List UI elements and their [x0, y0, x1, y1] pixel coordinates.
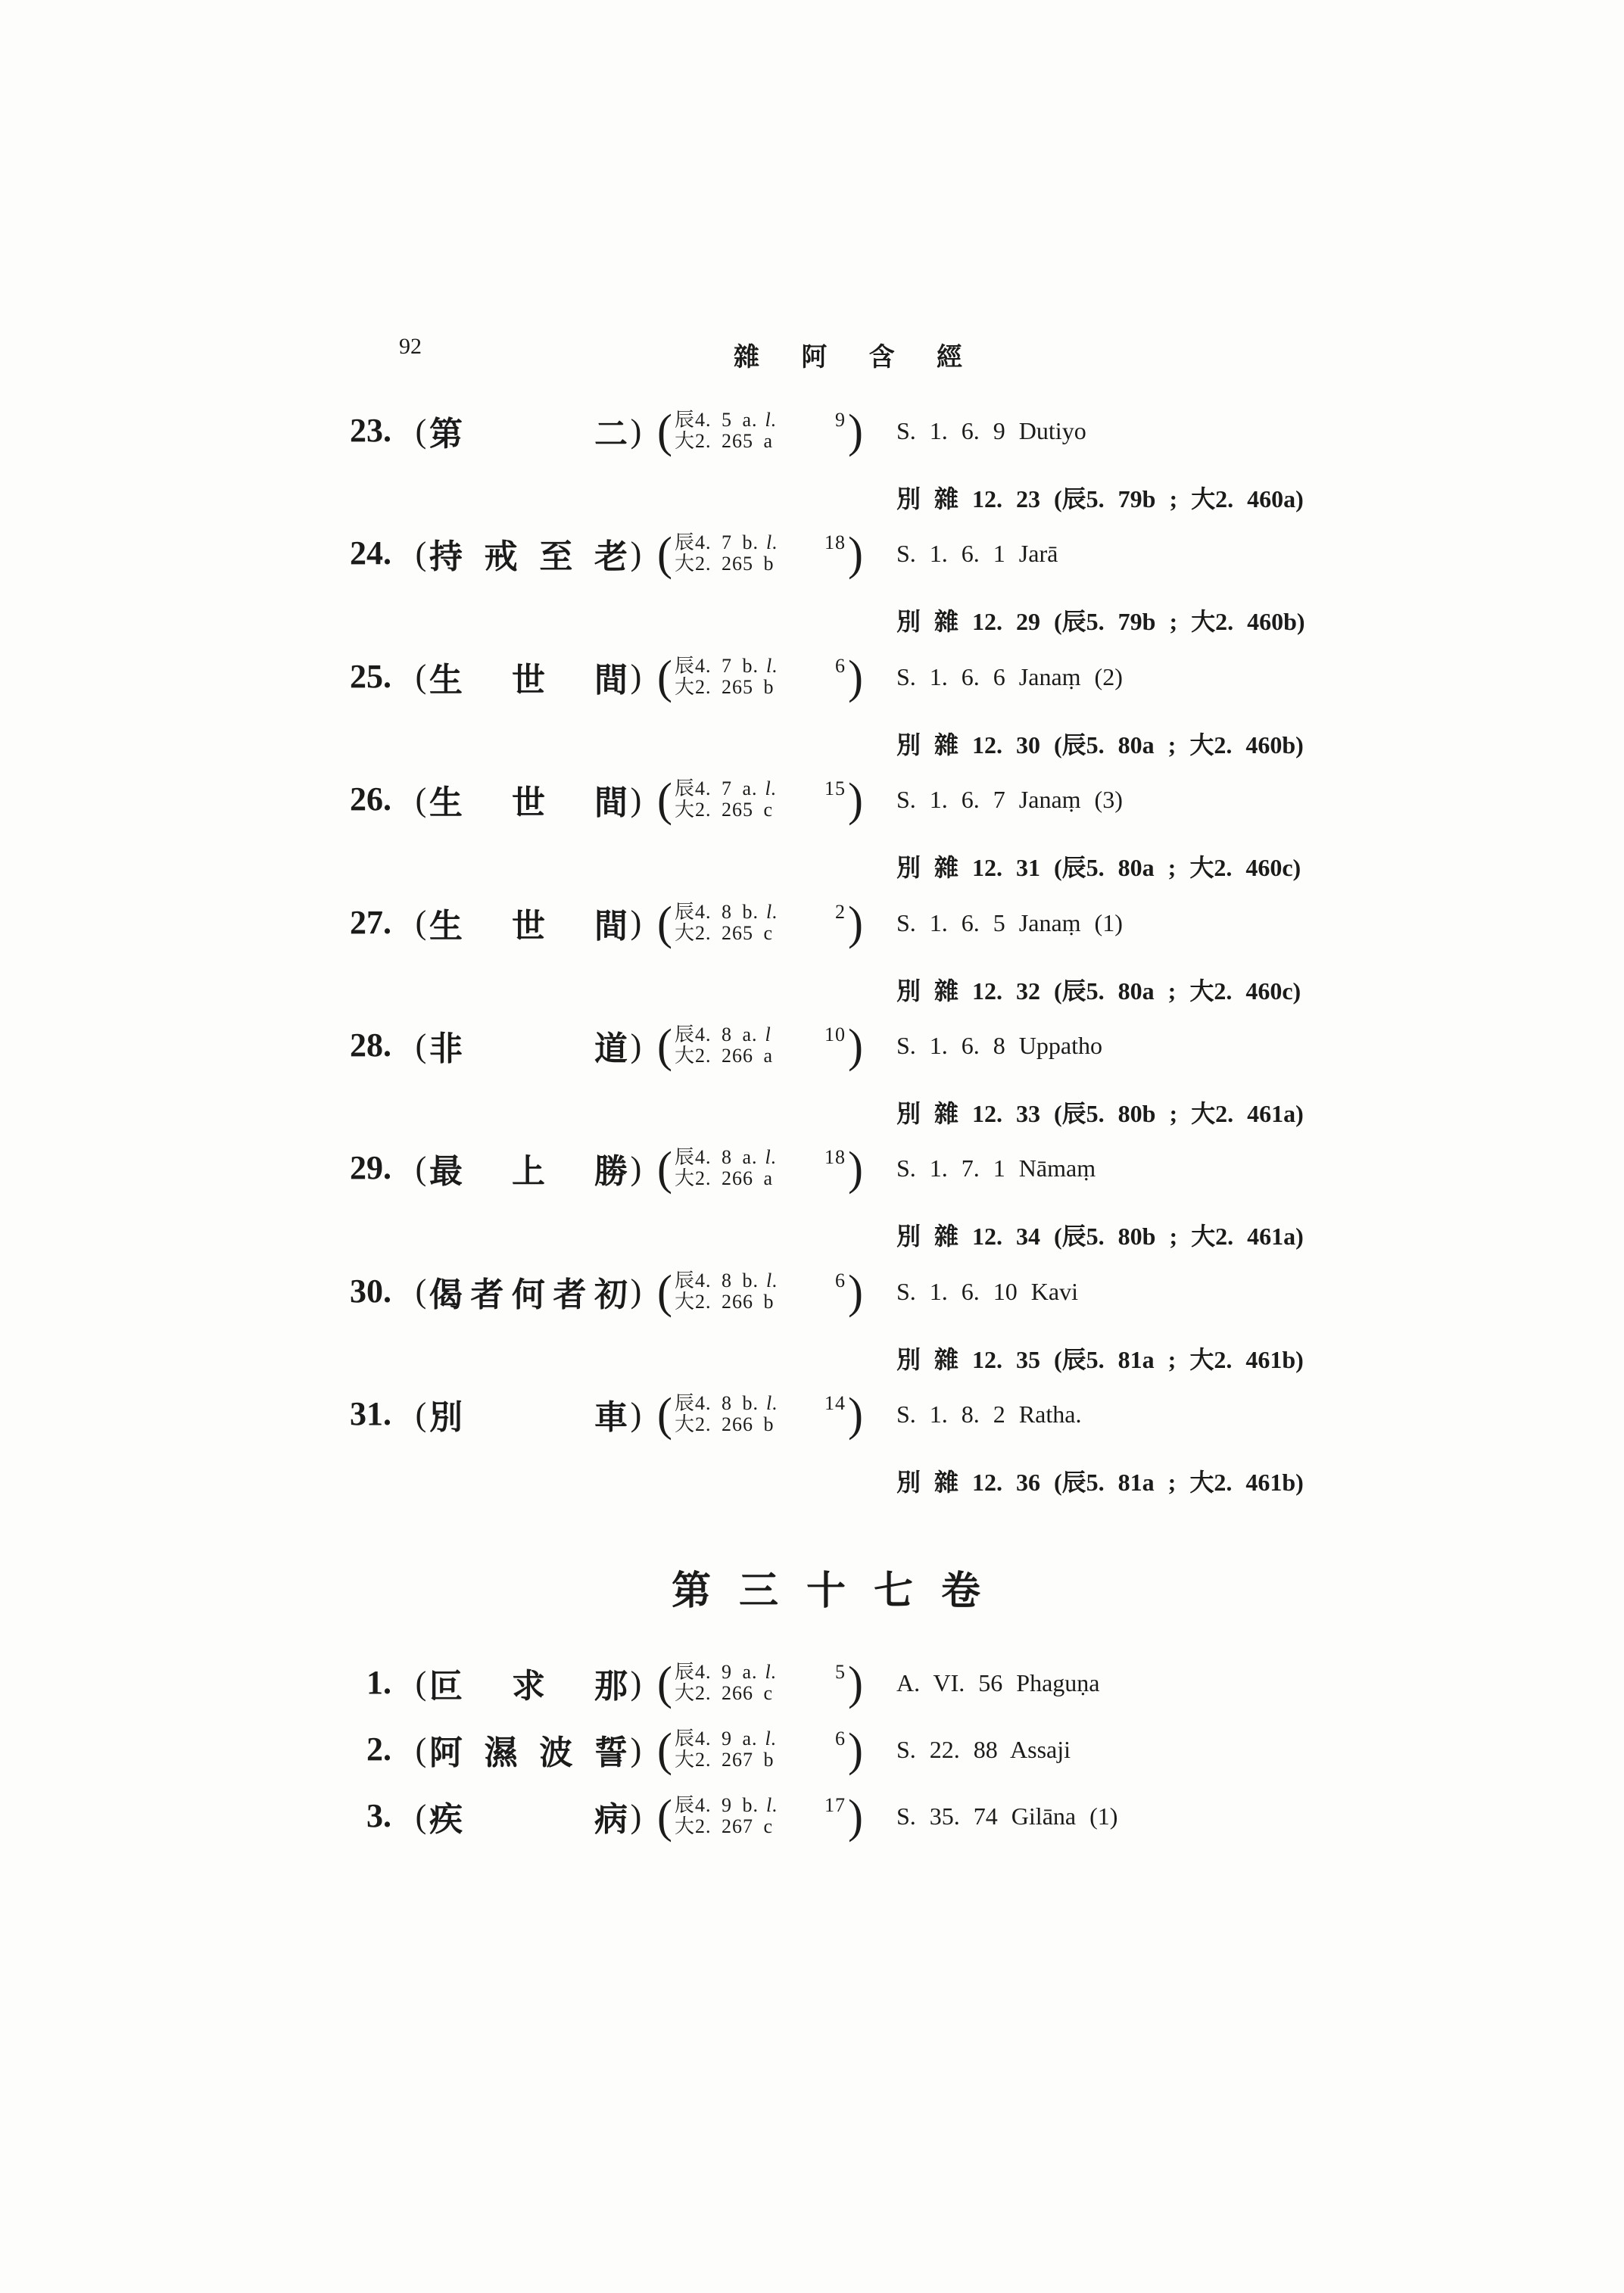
alternate-translation-reference: 別 雜 12. 33 (辰5. 80b ; 大2. 461a)	[896, 1100, 1304, 1127]
title-characters	[427, 1390, 630, 1438]
pali-parallel: S. 1. 6. 6 Janaṃ (2)	[896, 662, 1123, 690]
title-character: 別	[429, 1399, 463, 1437]
reference-line-taisho: 大2. 265 b	[675, 675, 775, 698]
entry-number: 27.	[350, 903, 391, 941]
reference-line-number: 6	[835, 1728, 846, 1749]
reference-lines	[675, 1795, 846, 1837]
reference-lines	[675, 410, 846, 452]
title-open-paren: (	[415, 1395, 427, 1433]
reference-volume-folio	[675, 1024, 771, 1045]
reference-close-bracket: )	[848, 896, 863, 949]
title-character: 波	[539, 1734, 573, 1771]
pali-parallel: S. 1. 8. 2 Ratha.	[896, 1400, 1082, 1428]
title-open-paren: (	[415, 1027, 427, 1064]
reference-line-tripitaka	[675, 532, 846, 553]
reference-line-number: 15	[824, 777, 846, 800]
reference-line-taisho: 大2. 266 b	[675, 1290, 775, 1313]
reference-bracket	[657, 650, 863, 703]
reference-bracket	[657, 1142, 863, 1195]
reference-lines	[675, 1662, 846, 1704]
reference-open-bracket: (	[657, 1790, 672, 1843]
reference-folio: 辰4. 7 b.	[675, 531, 759, 554]
title-character: 二	[594, 416, 628, 453]
entry-number: 31.	[350, 1395, 391, 1433]
reference-lines	[675, 1393, 846, 1435]
title-close-paren: )	[630, 658, 642, 696]
entry-row	[0, 1265, 1624, 1318]
entry-number: 24.	[350, 534, 391, 572]
entry-title	[415, 1723, 642, 1776]
section-heading-character: 三	[738, 1569, 778, 1613]
reference-line-tripitaka	[675, 410, 846, 431]
section-heading-character: 十	[806, 1569, 846, 1613]
reference-line-mark: l.	[766, 1269, 778, 1291]
entry-row	[0, 773, 1624, 826]
alternate-translation-reference: 別 雜 12. 29 (辰5. 79b ; 大2. 460b)	[896, 608, 1305, 636]
reference-open-bracket: (	[657, 1723, 672, 1776]
section-heading	[672, 1564, 980, 1613]
reference-close-bracket: )	[848, 1265, 863, 1318]
entry-number: 30.	[350, 1272, 391, 1310]
entry-number: 3.	[366, 1797, 391, 1834]
title-character: 叵	[429, 1668, 463, 1705]
title-close-paren: )	[630, 1731, 642, 1768]
title-close-paren: )	[630, 412, 642, 450]
reference-line-mark: l	[765, 1023, 771, 1045]
reference-line-number: 6	[835, 1269, 846, 1291]
alternate-translation-reference: 別 雜 12. 23 (辰5. 79b ; 大2. 460a)	[896, 485, 1304, 512]
title-open-paren: (	[415, 780, 427, 818]
title-character: 生	[429, 784, 463, 822]
reference-open-bracket: (	[657, 1388, 672, 1441]
reference-line-tripitaka	[675, 902, 846, 923]
alternate-translation-reference: 別 雜 12. 31 (辰5. 80a ; 大2. 460c)	[896, 854, 1301, 882]
title-characters	[427, 529, 630, 578]
reference-close-bracket: )	[848, 1142, 863, 1195]
title-open-paren: (	[415, 412, 427, 450]
reference-folio: 辰4. 9 a.	[675, 1728, 758, 1749]
reference-open-bracket: (	[657, 1142, 672, 1195]
reference-lines	[675, 532, 846, 575]
title-characters	[427, 1659, 630, 1707]
title-character: 者	[470, 1276, 504, 1313]
reference-volume-folio	[675, 1728, 777, 1749]
title-close-paren: )	[630, 1797, 642, 1835]
entry-row	[0, 650, 1624, 703]
reference-line-tripitaka	[675, 1393, 846, 1414]
reference-line-taisho: 大2. 265 c	[675, 921, 774, 944]
title-character: 者	[553, 1276, 587, 1313]
pali-parallel: S. 1. 6. 1 Jarā	[896, 540, 1058, 568]
entry-row	[0, 404, 1624, 457]
running-title-character: 經	[936, 343, 962, 372]
page-number: 92	[399, 334, 422, 359]
title-close-paren: )	[630, 534, 642, 572]
title-character: 勝	[594, 1153, 628, 1191]
title-character: 那	[594, 1668, 628, 1705]
reference-bracket	[657, 404, 863, 457]
reference-bracket	[657, 1656, 863, 1709]
entry-title	[415, 1019, 642, 1072]
reference-line-number: 18	[824, 531, 846, 554]
title-close-paren: )	[630, 1273, 642, 1310]
reference-folio: 辰4. 7 a.	[675, 777, 758, 800]
reference-lines	[675, 656, 846, 698]
title-character: 戒	[484, 538, 518, 576]
entry-title	[415, 1790, 642, 1843]
alternate-translation-reference: 別 雜 12. 30 (辰5. 80a ; 大2. 460b)	[896, 731, 1304, 759]
alternate-translation-reference: 別 雜 12. 32 (辰5. 80a ; 大2. 460c)	[896, 977, 1301, 1005]
reference-bracket	[657, 773, 863, 826]
reference-line-number: 9	[835, 409, 846, 431]
entry-row	[0, 896, 1624, 949]
reference-line-tripitaka	[675, 1024, 846, 1045]
reference-line-tripitaka	[675, 1662, 846, 1683]
title-character: 非	[429, 1030, 463, 1067]
reference-line-number: 6	[835, 654, 846, 677]
reference-line-mark: l.	[766, 900, 778, 923]
reference-line-number: 5	[835, 1661, 846, 1683]
reference-folio: 辰4. 8 b.	[675, 1269, 759, 1291]
pali-parallel: S. 1. 7. 1 Nāmaṃ	[896, 1154, 1096, 1182]
reference-line-taisho: 大2. 266 b	[675, 1413, 775, 1436]
title-open-paren: (	[415, 1149, 427, 1187]
reference-line-number: 14	[824, 1392, 846, 1415]
reference-folio: 辰4. 7 b.	[675, 654, 759, 677]
title-character: 誓	[594, 1734, 628, 1771]
entry-title	[415, 773, 642, 826]
reference-line-mark: l.	[766, 531, 778, 554]
reference-lines	[675, 1270, 846, 1313]
entry-row	[0, 1388, 1624, 1441]
title-character: 世	[512, 784, 545, 822]
reference-line-mark: l.	[765, 1661, 778, 1683]
pali-parallel: S. 1. 6. 7 Janaṃ (3)	[896, 786, 1123, 814]
reference-folio: 辰4. 9 a.	[675, 1661, 758, 1683]
reference-bracket	[657, 896, 863, 949]
reference-volume-folio	[675, 1147, 777, 1168]
reference-volume-folio	[675, 532, 778, 553]
entry-row	[0, 1656, 1624, 1709]
reference-open-bracket: (	[657, 1019, 672, 1072]
alternate-translation-reference: 別 雜 12. 34 (辰5. 80b ; 大2. 461a)	[896, 1223, 1304, 1251]
title-character: 車	[594, 1399, 628, 1437]
reference-open-bracket: (	[657, 773, 672, 826]
title-character: 偈	[429, 1276, 463, 1313]
title-characters	[427, 1792, 630, 1840]
entry-title	[415, 1142, 642, 1195]
title-character: 濕	[484, 1734, 518, 1771]
alternate-translation-reference: 別 雜 12. 35 (辰5. 81a ; 大2. 461b)	[896, 1345, 1304, 1373]
reference-line-tripitaka	[675, 1270, 846, 1291]
title-character: 病	[594, 1801, 628, 1838]
title-open-paren: (	[415, 658, 427, 696]
reference-volume-folio	[675, 1795, 778, 1816]
reference-bracket	[657, 1790, 863, 1843]
title-open-paren: (	[415, 534, 427, 572]
reference-close-bracket: )	[848, 1790, 863, 1843]
pali-parallel: S. 22. 88 Assaji	[896, 1736, 1071, 1763]
reference-close-bracket: )	[848, 1656, 863, 1709]
reference-lines	[675, 902, 846, 944]
title-character: 世	[512, 907, 545, 945]
entry-title	[415, 1656, 642, 1709]
reference-line-mark: l.	[766, 654, 778, 677]
title-characters	[427, 899, 630, 947]
pali-parallel: S. 1. 6. 9 Dutiyo	[896, 417, 1086, 444]
reference-volume-folio	[675, 1393, 778, 1414]
title-character: 世	[512, 661, 545, 699]
title-character: 持	[429, 538, 463, 576]
entry-number: 26.	[350, 780, 391, 818]
reference-line-mark: l.	[766, 1392, 778, 1415]
reference-bracket	[657, 1723, 863, 1776]
reference-line-number: 18	[824, 1146, 846, 1169]
title-characters	[427, 407, 630, 455]
reference-lines	[675, 1147, 846, 1189]
reference-line-mark: l.	[765, 1146, 778, 1169]
reference-line-mark: l.	[766, 1794, 778, 1816]
title-close-paren: )	[630, 1664, 642, 1702]
reference-line-number: 17	[824, 1794, 846, 1816]
reference-close-bracket: )	[848, 1019, 863, 1072]
title-open-paren: (	[415, 1797, 427, 1835]
reference-folio: 辰4. 8 a.	[675, 1146, 758, 1169]
title-character: 求	[512, 1668, 545, 1705]
section-heading-character: 第	[672, 1569, 712, 1613]
reference-line-taisho: 大2. 267 c	[675, 1815, 774, 1837]
reference-line-taisho: 大2. 265 a	[675, 430, 774, 452]
reference-close-bracket: )	[848, 650, 863, 703]
reference-line-taisho: 大2. 265 c	[675, 799, 774, 821]
reference-line-number: 2	[835, 900, 846, 923]
entry-number: 1.	[366, 1664, 391, 1701]
entry-number: 23.	[350, 412, 391, 449]
reference-line-number: 10	[824, 1023, 846, 1045]
reference-line-tripitaka	[675, 1728, 846, 1749]
entry-row	[0, 1142, 1624, 1195]
reference-folio: 辰4. 8 b.	[675, 1392, 759, 1415]
title-open-paren: (	[415, 1731, 427, 1768]
alternate-translation-reference: 別 雜 12. 36 (辰5. 81a ; 大2. 461b)	[896, 1469, 1304, 1497]
reference-open-bracket: (	[657, 527, 672, 581]
reference-close-bracket: )	[848, 404, 863, 457]
title-character: 間	[594, 907, 628, 945]
entry-number: 2.	[366, 1731, 391, 1768]
reference-lines	[675, 1024, 846, 1067]
reference-line-tripitaka	[675, 1147, 846, 1168]
entry-row	[0, 1723, 1624, 1776]
entry-title	[415, 650, 642, 703]
pali-parallel: A. VI. 56 Phaguṇa	[896, 1669, 1100, 1696]
reference-open-bracket: (	[657, 1265, 672, 1318]
reference-line-taisho: 大2. 266 a	[675, 1045, 774, 1067]
entry-row	[0, 1019, 1624, 1072]
reference-volume-folio	[675, 656, 778, 677]
title-character: 最	[429, 1153, 463, 1191]
title-close-paren: )	[630, 1149, 642, 1187]
reference-lines	[675, 1728, 846, 1771]
reference-open-bracket: (	[657, 1656, 672, 1709]
reference-line-taisho: 大2. 265 b	[675, 553, 775, 575]
running-title-character: 雜	[734, 343, 759, 372]
title-characters	[427, 1267, 630, 1316]
title-character: 生	[429, 907, 463, 945]
section-heading-character: 七	[873, 1569, 913, 1613]
reference-folio: 辰4. 9 b.	[675, 1794, 759, 1816]
reference-volume-folio	[675, 778, 777, 799]
reference-volume-folio	[675, 1662, 777, 1683]
title-characters	[427, 1725, 630, 1774]
reference-close-bracket: )	[848, 773, 863, 826]
title-characters	[427, 653, 630, 701]
reference-line-taisho: 大2. 266 a	[675, 1167, 774, 1190]
running-title	[734, 338, 962, 371]
title-character: 老	[594, 538, 628, 576]
title-open-paren: (	[415, 1273, 427, 1310]
reference-line-taisho: 大2. 266 c	[675, 1682, 774, 1704]
title-close-paren: )	[630, 780, 642, 818]
title-character: 間	[594, 784, 628, 822]
reference-line-taisho: 大2. 267 b	[675, 1749, 775, 1771]
title-character: 疾	[429, 1801, 463, 1838]
title-close-paren: )	[630, 1027, 642, 1064]
reference-open-bracket: (	[657, 896, 672, 949]
reference-bracket	[657, 1265, 863, 1318]
reference-line-mark: l.	[765, 409, 778, 431]
reference-line-mark: l.	[765, 1728, 778, 1749]
reference-open-bracket: (	[657, 650, 672, 703]
section-heading-character: 卷	[940, 1569, 980, 1613]
entry-number: 29.	[350, 1149, 391, 1187]
entry-title	[415, 1265, 642, 1318]
title-characters	[427, 775, 630, 824]
title-character: 何	[512, 1276, 545, 1313]
reference-close-bracket: )	[848, 1723, 863, 1776]
entry-title	[415, 527, 642, 580]
title-character: 初	[594, 1276, 628, 1313]
entry-title	[415, 896, 642, 949]
title-open-paren: (	[415, 1664, 427, 1702]
reference-close-bracket: )	[848, 1388, 863, 1441]
title-character: 道	[594, 1030, 628, 1067]
reference-close-bracket: )	[848, 527, 863, 581]
reference-line-tripitaka	[675, 778, 846, 799]
reference-folio: 辰4. 8 a.	[675, 1023, 758, 1045]
entry-number: 25.	[350, 657, 391, 695]
title-character: 間	[594, 661, 628, 699]
pali-parallel: S. 35. 74 Gilāna (1)	[896, 1802, 1118, 1830]
reference-volume-folio	[675, 902, 778, 923]
entry-title	[415, 404, 642, 457]
reference-folio: 辰4. 5 a.	[675, 409, 758, 431]
reference-bracket	[657, 527, 863, 580]
reference-line-mark: l.	[765, 777, 778, 800]
title-character: 第	[429, 416, 463, 453]
entry-number: 28.	[350, 1027, 391, 1064]
reference-bracket	[657, 1019, 863, 1072]
entry-row	[0, 527, 1624, 580]
pali-parallel: S. 1. 6. 5 Janaṃ (1)	[896, 908, 1123, 936]
running-title-character: 阿	[801, 343, 828, 372]
entry-title	[415, 1388, 642, 1441]
entry-row	[0, 1790, 1624, 1843]
pali-parallel: S. 1. 6. 8 Uppatho	[896, 1032, 1102, 1059]
title-close-paren: )	[630, 904, 642, 942]
title-character: 至	[539, 538, 573, 576]
title-characters	[427, 1144, 630, 1192]
reference-volume-folio	[675, 410, 777, 431]
reference-line-tripitaka	[675, 656, 846, 677]
title-open-paren: (	[415, 904, 427, 942]
pali-parallel: S. 1. 6. 10 Kavi	[896, 1277, 1078, 1305]
running-title-character: 含	[868, 343, 895, 372]
title-character: 阿	[429, 1734, 463, 1771]
reference-volume-folio	[675, 1270, 778, 1291]
reference-bracket	[657, 1388, 863, 1441]
reference-line-tripitaka	[675, 1795, 846, 1816]
reference-folio: 辰4. 8 b.	[675, 900, 759, 923]
reference-open-bracket: (	[657, 404, 672, 457]
title-close-paren: )	[630, 1395, 642, 1433]
title-character: 上	[512, 1153, 545, 1191]
title-characters	[427, 1021, 630, 1070]
title-character: 生	[429, 661, 463, 699]
reference-lines	[675, 778, 846, 821]
